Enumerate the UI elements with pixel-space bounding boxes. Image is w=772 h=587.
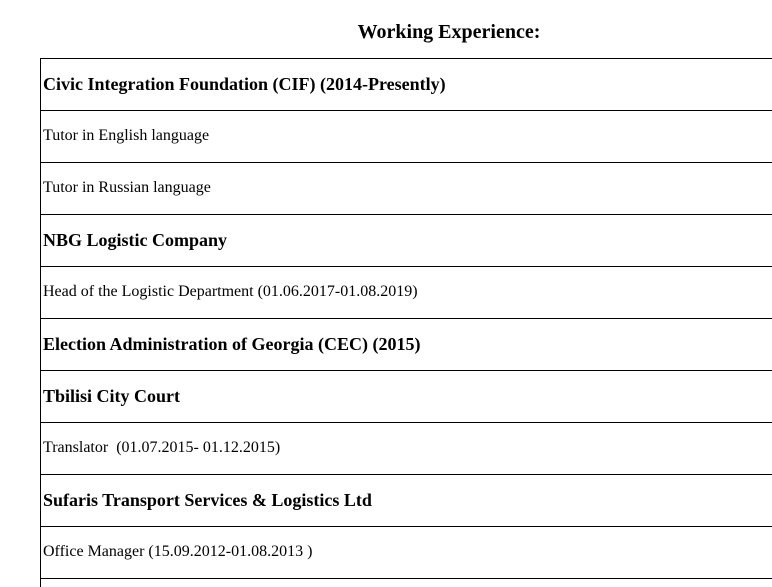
experience-cell: Translator (01.07.2015- 01.12.2015) [41, 423, 772, 475]
experience-cell: NBG Logistic Company [41, 215, 772, 267]
experience-cell: Civic Integration Foundation (CIF) (2014-Presently) [41, 59, 772, 111]
experience-cell: Tutor in Russian language [41, 163, 772, 215]
table-row [41, 267, 772, 319]
table-row [41, 215, 772, 267]
experience-cell: Election Administration of Georgia (CEC) (2015) [41, 319, 772, 371]
experience-cell: Tutor in English language [41, 111, 772, 163]
table-row [41, 111, 772, 163]
table-row [41, 579, 772, 587]
experience-cell: Head of the Logistic Department (01.06.2017-01.08.2019) [41, 267, 772, 319]
table-row [41, 59, 772, 111]
experience-cell: Tbilisi City Court [41, 371, 772, 423]
experience-cell: Office Manager (15.09.2012-01.08.2013 ) [41, 527, 772, 579]
table-row [41, 163, 772, 215]
table-row [41, 319, 772, 371]
experience-cell [41, 579, 772, 587]
table-row [41, 527, 772, 579]
working-experience-table [40, 58, 772, 587]
table-row [41, 475, 772, 527]
experience-cell: Sufaris Transport Services & Logistics Ltd [41, 475, 772, 527]
table-row [41, 423, 772, 475]
document-page [40, 21, 772, 587]
page-title: Working Experience: [357, 21, 541, 43]
table-row [41, 371, 772, 423]
